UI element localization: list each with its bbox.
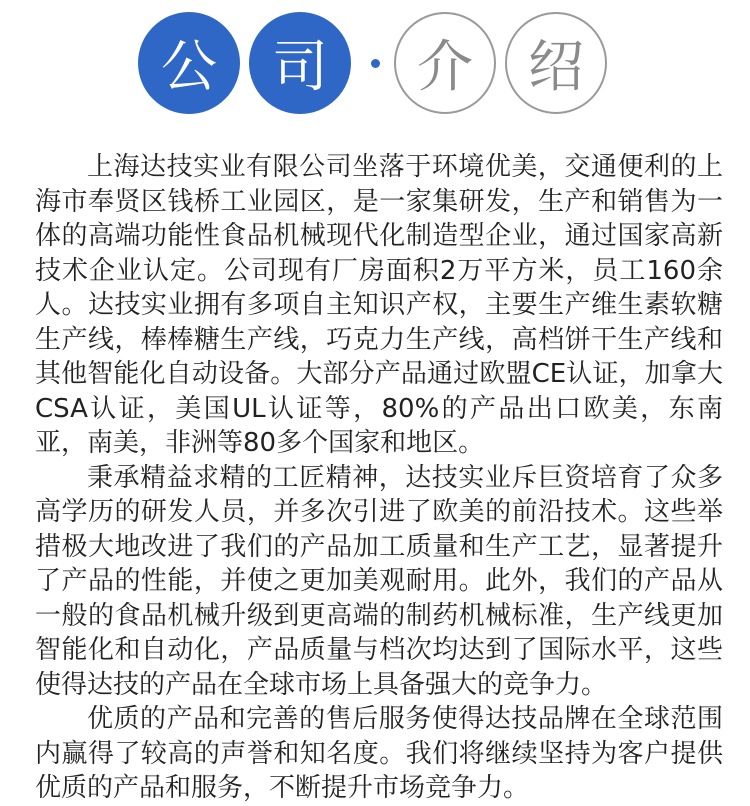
title-char-2: 司	[249, 12, 351, 114]
title-char-1: 公	[138, 12, 240, 114]
title-separator-dot	[371, 59, 380, 68]
intro-paragraph-1: 上海达技实业有限公司坐落于环境优美，交通便利的上海市奉贤区钱桥工业园区，是一家集研发，生产和销售为一体的高端功能性食品机械现代化制造型企业，通过国家高新技术企业认定。公司现有厂房面积2万平方米，员工160余人。达技实业拥有多项自主知识产权，主要生产维生素软糖生产线，棒棒糖生产线，巧克力生产线，高档饼干生产线和其他智能化自动设备。大部分产品通过欧盟CE认证，加拿大CSA认证，美国UL认证等，80%的产品出口欧美，东南亚，南美，非洲等80多个国家和地区。	[35, 152, 723, 458]
title-char-4: 绍	[505, 12, 607, 114]
title-char-3: 介	[394, 12, 496, 114]
intro-paragraph-2: 秉承精益求精的工匠精神，达技实业斥巨资培育了众多高学历的研发人员，并多次引进了欧美的前沿技术。这些举措极大地改进了我们的产品加工质量和生产工艺，显著提升了产品的性能，并使之更加美观耐用。此外，我们的产品从一般的食品机械升级到更高端的制药机械标准，生产线更加智能化和自动化，产品质量与档次均达到了国际水平，这些使得达技的产品在全球市场上具备强大的竞争力。	[35, 462, 723, 700]
intro-paragraph-3: 优质的产品和完善的售后服务使得达技品牌在全球范围内赢得了较高的声誉和知名度。我们将继续坚持为客户提供优质的产品和服务，不断提升市场竞争力。	[35, 704, 723, 803]
company-intro-body	[35, 150, 723, 806]
section-title	[0, 0, 750, 130]
